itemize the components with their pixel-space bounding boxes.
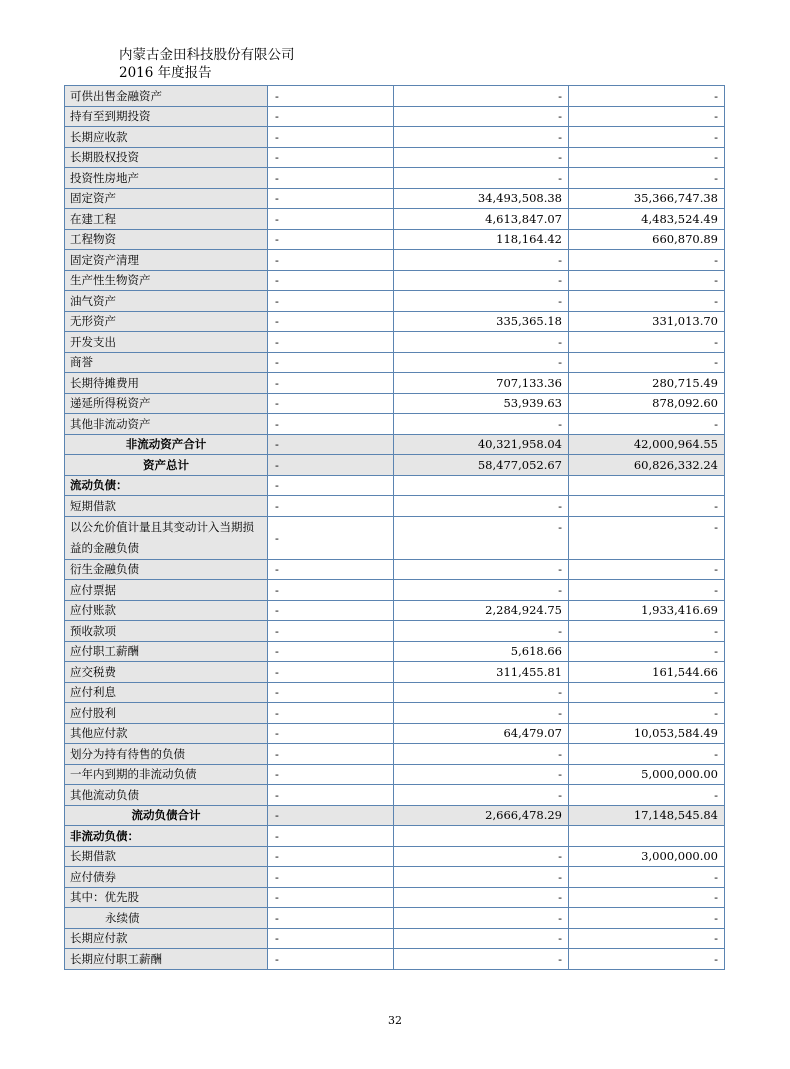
row-current-value: - [394, 928, 569, 949]
row-current-value: - [394, 332, 569, 353]
row-note: - [268, 703, 394, 724]
row-note: - [268, 621, 394, 642]
row-current-value: - [394, 270, 569, 291]
row-previous-value: 17,148,545.84 [569, 805, 725, 826]
row-current-value: - [394, 86, 569, 107]
row-label: 永续债 [65, 908, 268, 929]
row-current-value: - [394, 516, 569, 559]
table-row [65, 291, 725, 312]
row-label: 预收款项 [65, 621, 268, 642]
row-current-value: 2,666,478.29 [394, 805, 569, 826]
row-note: - [268, 600, 394, 621]
row-note: - [268, 86, 394, 107]
row-previous-value: 3,000,000.00 [569, 846, 725, 867]
table-row [65, 908, 725, 929]
row-previous-value: - [569, 516, 725, 559]
table-row [65, 559, 725, 580]
table-row [65, 621, 725, 642]
row-previous-value [569, 826, 725, 847]
row-previous-value: - [569, 949, 725, 970]
table-row [65, 86, 725, 107]
table-row [65, 641, 725, 662]
row-current-value: 64,479.07 [394, 723, 569, 744]
row-label: 固定资产清理 [65, 250, 268, 271]
row-current-value: - [394, 250, 569, 271]
page-number: 32 [388, 1014, 402, 1027]
row-previous-value: 42,000,964.55 [569, 434, 725, 455]
row-current-value: - [394, 127, 569, 148]
row-note: - [268, 805, 394, 826]
table-row [65, 723, 725, 744]
table-row [65, 270, 725, 291]
row-label: 应付票据 [65, 580, 268, 601]
row-label: 生产性生物资产 [65, 270, 268, 291]
row-previous-value: - [569, 908, 725, 929]
row-note: - [268, 373, 394, 394]
row-label: 应交税费 [65, 662, 268, 683]
table-row [65, 434, 725, 455]
row-current-value: 311,455.81 [394, 662, 569, 683]
row-previous-value: - [569, 332, 725, 353]
row-current-value [394, 826, 569, 847]
row-current-value: - [394, 744, 569, 765]
report-title: 2016 年度报告 [119, 65, 212, 81]
balance-sheet-table [64, 85, 725, 970]
row-note: - [268, 826, 394, 847]
table-row [65, 662, 725, 683]
table-row [65, 516, 725, 559]
table-row [65, 703, 725, 724]
row-current-value [394, 475, 569, 496]
row-note: - [268, 785, 394, 806]
table-row [65, 229, 725, 250]
row-label: 商誉 [65, 352, 268, 373]
row-label: 资产总计 [65, 455, 268, 476]
row-label: 在建工程 [65, 209, 268, 230]
row-current-value: - [394, 764, 569, 785]
row-current-value: - [394, 887, 569, 908]
row-note: - [268, 434, 394, 455]
row-note: - [268, 887, 394, 908]
table-row [65, 393, 725, 414]
row-previous-value: 60,826,332.24 [569, 455, 725, 476]
row-note: - [268, 332, 394, 353]
company-name: 内蒙古金田科技股份有限公司 [119, 47, 295, 63]
row-label: 持有至到期投资 [65, 106, 268, 127]
table-row [65, 580, 725, 601]
table-row [65, 928, 725, 949]
balance-sheet-body [65, 86, 725, 970]
row-note: - [268, 147, 394, 168]
row-previous-value: - [569, 250, 725, 271]
table-row [65, 887, 725, 908]
row-current-value: - [394, 908, 569, 929]
row-previous-value: 5,000,000.00 [569, 764, 725, 785]
table-row [65, 168, 725, 189]
table-row [65, 867, 725, 888]
table-row [65, 949, 725, 970]
row-current-value: - [394, 496, 569, 517]
table-row [65, 352, 725, 373]
table-row [65, 332, 725, 353]
row-note: - [268, 209, 394, 230]
row-label: 流动负债合计 [65, 805, 268, 826]
row-label: 长期股权投资 [65, 147, 268, 168]
row-label: 应付债券 [65, 867, 268, 888]
row-current-value: 335,365.18 [394, 311, 569, 332]
row-current-value: - [394, 147, 569, 168]
row-note: - [268, 475, 394, 496]
row-note: - [268, 744, 394, 765]
row-current-value: 5,618.66 [394, 641, 569, 662]
table-row [65, 744, 725, 765]
row-note: - [268, 928, 394, 949]
row-previous-value: 10,053,584.49 [569, 723, 725, 744]
row-previous-value: - [569, 928, 725, 949]
row-current-value: - [394, 867, 569, 888]
row-previous-value: - [569, 744, 725, 765]
row-current-value: - [394, 414, 569, 435]
row-note: - [268, 250, 394, 271]
row-note: - [268, 908, 394, 929]
row-label: 工程物资 [65, 229, 268, 250]
row-previous-value: - [569, 352, 725, 373]
row-label: 长期应收款 [65, 127, 268, 148]
row-label: 无形资产 [65, 311, 268, 332]
row-label: 可供出售金融资产 [65, 86, 268, 107]
row-current-value: - [394, 291, 569, 312]
row-current-value: - [394, 559, 569, 580]
row-label: 非流动资产合计 [65, 434, 268, 455]
row-current-value: 4,613,847.07 [394, 209, 569, 230]
row-previous-value: - [569, 887, 725, 908]
table-row [65, 250, 725, 271]
row-label: 非流动负债： [65, 826, 268, 847]
row-note: - [268, 393, 394, 414]
row-current-value: 707,133.36 [394, 373, 569, 394]
row-label: 其中：优先股 [65, 887, 268, 908]
row-previous-value: 1,933,416.69 [569, 600, 725, 621]
table-row [65, 496, 725, 517]
row-previous-value: 4,483,524.49 [569, 209, 725, 230]
row-label: 衍生金融负债 [65, 559, 268, 580]
table-row [65, 106, 725, 127]
row-previous-value: - [569, 106, 725, 127]
row-label: 应付账款 [65, 600, 268, 621]
row-current-value: 53,939.63 [394, 393, 569, 414]
table-row [65, 127, 725, 148]
row-current-value: - [394, 168, 569, 189]
row-label: 应付利息 [65, 682, 268, 703]
table-row [65, 805, 725, 826]
table-row [65, 311, 725, 332]
row-current-value: - [394, 352, 569, 373]
row-previous-value: 280,715.49 [569, 373, 725, 394]
row-note: - [268, 867, 394, 888]
row-previous-value: - [569, 147, 725, 168]
row-previous-value: - [569, 291, 725, 312]
row-note: - [268, 846, 394, 867]
row-current-value: - [394, 846, 569, 867]
row-previous-value: - [569, 559, 725, 580]
row-note: - [268, 516, 394, 559]
row-current-value: 118,164.42 [394, 229, 569, 250]
row-current-value: - [394, 580, 569, 601]
row-note: - [268, 270, 394, 291]
page-header [119, 46, 295, 82]
row-label: 长期应付款 [65, 928, 268, 949]
table-row [65, 846, 725, 867]
row-note: - [268, 168, 394, 189]
row-note: - [268, 682, 394, 703]
row-label: 投资性房地产 [65, 168, 268, 189]
row-previous-value: 331,013.70 [569, 311, 725, 332]
row-previous-value: - [569, 641, 725, 662]
row-note: - [268, 188, 394, 209]
row-current-value: - [394, 682, 569, 703]
row-previous-value: 660,870.89 [569, 229, 725, 250]
row-previous-value: - [569, 621, 725, 642]
row-current-value: - [394, 949, 569, 970]
row-current-value: - [394, 703, 569, 724]
row-previous-value: - [569, 703, 725, 724]
row-label: 固定资产 [65, 188, 268, 209]
table-row [65, 826, 725, 847]
row-note: - [268, 559, 394, 580]
row-previous-value [569, 475, 725, 496]
table-row [65, 188, 725, 209]
row-note: - [268, 311, 394, 332]
row-current-value: - [394, 785, 569, 806]
row-current-value: - [394, 621, 569, 642]
row-note: - [268, 127, 394, 148]
row-note: - [268, 641, 394, 662]
row-previous-value: - [569, 682, 725, 703]
row-current-value: - [394, 106, 569, 127]
table-row [65, 373, 725, 394]
row-note: - [268, 764, 394, 785]
row-previous-value: 878,092.60 [569, 393, 725, 414]
row-label: 流动负债： [65, 475, 268, 496]
row-label: 开发支出 [65, 332, 268, 353]
row-current-value: 2,284,924.75 [394, 600, 569, 621]
row-current-value: 34,493,508.38 [394, 188, 569, 209]
row-label: 长期借款 [65, 846, 268, 867]
row-note: - [268, 662, 394, 683]
row-previous-value: 35,366,747.38 [569, 188, 725, 209]
row-current-value: 58,477,052.67 [394, 455, 569, 476]
row-note: - [268, 455, 394, 476]
row-previous-value: - [569, 496, 725, 517]
row-note: - [268, 414, 394, 435]
row-previous-value: - [569, 127, 725, 148]
row-note: - [268, 949, 394, 970]
row-note: - [268, 106, 394, 127]
row-label: 其他流动负债 [65, 785, 268, 806]
row-note: - [268, 580, 394, 601]
row-previous-value: 161,544.66 [569, 662, 725, 683]
row-previous-value: - [569, 86, 725, 107]
table-row [65, 600, 725, 621]
row-label: 一年内到期的非流动负债 [65, 764, 268, 785]
row-previous-value: - [569, 414, 725, 435]
table-row [65, 785, 725, 806]
table-row [65, 147, 725, 168]
row-label: 长期应付职工薪酬 [65, 949, 268, 970]
row-previous-value: - [569, 270, 725, 291]
row-label: 其他非流动资产 [65, 414, 268, 435]
row-previous-value: - [569, 785, 725, 806]
row-current-value: 40,321,958.04 [394, 434, 569, 455]
table-row [65, 682, 725, 703]
row-previous-value: - [569, 168, 725, 189]
table-row [65, 455, 725, 476]
table-row [65, 209, 725, 230]
row-label: 划分为持有待售的负债 [65, 744, 268, 765]
row-label: 递延所得税资产 [65, 393, 268, 414]
row-previous-value: - [569, 580, 725, 601]
row-label: 以公允价值计量且其变动计入当期损益的金融负债 [65, 516, 268, 559]
table-row [65, 764, 725, 785]
row-label: 其他应付款 [65, 723, 268, 744]
row-label: 长期待摊费用 [65, 373, 268, 394]
row-label: 短期借款 [65, 496, 268, 517]
row-label: 油气资产 [65, 291, 268, 312]
row-label: 应付职工薪酬 [65, 641, 268, 662]
row-note: - [268, 352, 394, 373]
row-previous-value: - [569, 867, 725, 888]
row-note: - [268, 229, 394, 250]
row-note: - [268, 496, 394, 517]
row-note: - [268, 291, 394, 312]
row-label: 应付股利 [65, 703, 268, 724]
table-row [65, 414, 725, 435]
table-row [65, 475, 725, 496]
row-note: - [268, 723, 394, 744]
